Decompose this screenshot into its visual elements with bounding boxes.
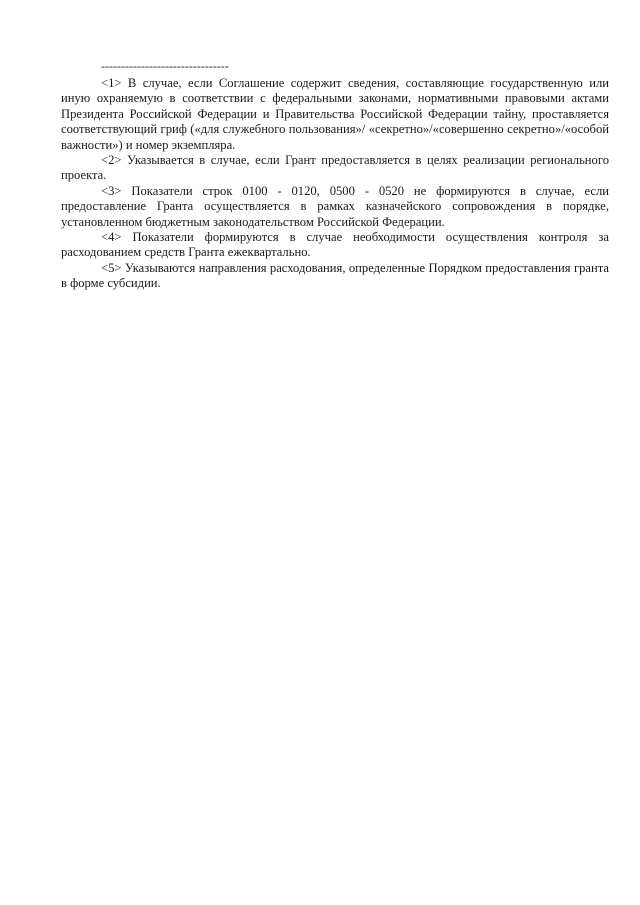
footnote-5: <5> Указываются направления расходования, определенные Порядком предоставления гранта в форме субсидии.	[61, 260, 609, 291]
footnote-separator: --------------------------------	[101, 59, 229, 73]
footnote-1: <1> В случае, если Соглашение содержит сведения, составляющие государственную или иную охраняемую в соответствии с федеральными законами, нормативными правовыми актами Президента Российской Федерации и Правительства Российской Федерации тайну, проставляется соответствующий гриф («для служебного пользования»/ «секретно»/«совершенно секретно»/«особой важности») и номер экземпляра.	[61, 76, 609, 152]
footnotes-section	[61, 60, 609, 292]
footnote-4: <4> Показатели формируются в случае необходимости осуществления контроля за расходованием средств Гранта ежеквартально.	[61, 230, 609, 260]
footnote-3: <3> Показатели строк 0100 - 0120, 0500 - 0520 не формируются в случае, если предоставление Гранта осуществляется в рамках казначейского сопровождения в порядке, установленном бюджетным законодательством Российской Федерации.	[61, 183, 609, 229]
footnote-2: <2> Указывается в случае, если Грант предоставляется в целях реализации регионального проекта.	[61, 153, 609, 183]
